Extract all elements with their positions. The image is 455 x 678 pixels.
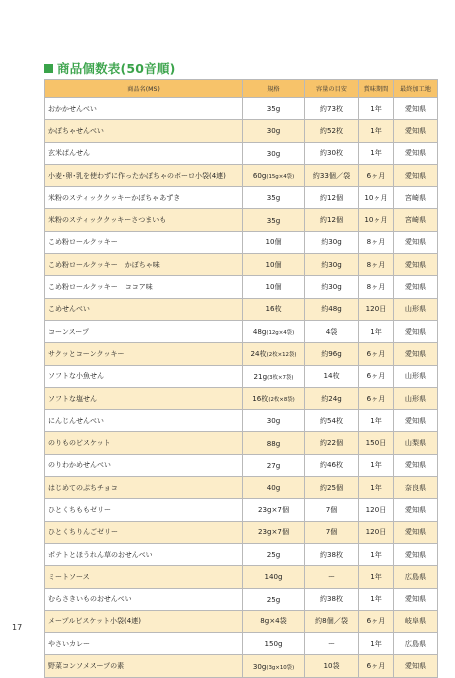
origin-cell: 愛知県 [394,410,438,432]
shelf-life-cell: 8ヶ月 [359,254,394,276]
shelf-life-cell: 1年 [359,477,394,499]
table-row [45,276,438,298]
table-row [45,254,438,276]
spec-value: 27g [266,460,281,470]
capacity-cell: 約46枚 [305,454,359,476]
shelf-life-cell: 1年 [359,410,394,432]
product-name-cell: コーンスープ [45,320,243,342]
product-name-cell: こめせんべい [45,298,243,320]
table-row [45,477,438,499]
product-count-table [44,79,438,678]
shelf-life-cell: 1年 [359,142,394,164]
product-name-cell: にんじんせんべい [45,410,243,432]
product-name-cell: こめ粉ロールクッキー ココア味 [45,276,243,298]
spec-cell [243,320,305,342]
spec-cell [243,454,305,476]
product-name-cell: こめ粉ロールクッキー かぼちゃ味 [45,254,243,276]
spec-cell [243,209,305,231]
table-row [45,499,438,521]
origin-cell: 愛知県 [394,655,438,677]
table-row [45,120,438,142]
table-row [45,343,438,365]
spec-cell [243,477,305,499]
table-row [45,454,438,476]
spec-value: 10個 [265,282,282,292]
shelf-life-cell: 6ヶ月 [359,365,394,387]
capacity-cell: 約22個 [305,432,359,454]
spec-value: 30g [252,661,267,671]
spec-cell [243,98,305,120]
spec-value: 25g [266,594,281,604]
shelf-life-cell: 10ヶ月 [359,187,394,209]
origin-cell: 愛知県 [394,588,438,610]
spec-note: (3g×10袋) [266,664,295,671]
capacity-cell: 約12個 [305,187,359,209]
capacity-cell: 約25個 [305,477,359,499]
capacity-cell: 約48g [305,298,359,320]
header-shelf-life: 賞味期間 [359,80,394,98]
product-name-cell: のりわかめせんべい [45,454,243,476]
shelf-life-cell: 120日 [359,521,394,543]
table-row [45,655,438,677]
title-text: 商品個数表(50音順) [57,61,176,76]
spec-value: 24枚 [250,348,267,358]
spec-value: 35g [266,215,281,225]
table-row [45,365,438,387]
origin-cell: 愛知県 [394,320,438,342]
spec-cell [243,365,305,387]
origin-cell: 山形県 [394,365,438,387]
origin-cell: 愛知県 [394,120,438,142]
shelf-life-cell: 1年 [359,543,394,565]
shelf-life-cell: 6ヶ月 [359,655,394,677]
origin-cell: 愛知県 [394,521,438,543]
spec-value: 10個 [265,237,282,247]
spec-cell [243,164,305,186]
spec-cell [243,499,305,521]
spec-cell [243,142,305,164]
table-row [45,209,438,231]
title-square-icon [44,64,53,73]
product-name-cell: むらさきいものおせんべい [45,588,243,610]
spec-value: 35g [266,193,281,203]
spec-note: (2枚×12袋) [266,351,297,358]
product-name-cell: サクッとコーンクッキー [45,343,243,365]
origin-cell: 広島県 [394,633,438,655]
origin-cell: 愛知県 [394,543,438,565]
spec-note: (12g×4袋) [266,330,295,337]
spec-cell [243,298,305,320]
table-row [45,187,438,209]
table-row [45,298,438,320]
shelf-life-cell: 1年 [359,566,394,588]
spec-cell [243,610,305,632]
spec-cell [243,187,305,209]
capacity-cell: 4袋 [305,320,359,342]
capacity-cell: 約33個／袋 [305,164,359,186]
header-capacity: 容量の目安 [305,80,359,98]
spec-cell [243,276,305,298]
spec-value: 48g [252,327,267,337]
shelf-life-cell: 6ヶ月 [359,164,394,186]
shelf-life-cell: 8ヶ月 [359,276,394,298]
shelf-life-cell: 10ヶ月 [359,209,394,231]
shelf-life-cell: 6ヶ月 [359,610,394,632]
origin-cell: 奈良県 [394,477,438,499]
page-number: 17 [12,623,23,632]
capacity-cell: ー [305,566,359,588]
shelf-life-cell: 1年 [359,454,394,476]
origin-cell: 愛知県 [394,142,438,164]
table-row [45,164,438,186]
shelf-life-cell: 1年 [359,320,394,342]
shelf-life-cell: 1年 [359,633,394,655]
spec-cell [243,588,305,610]
table-row [45,610,438,632]
spec-cell [243,655,305,677]
spec-value: 16枚 [265,304,282,314]
product-name-cell: ソフトな小魚せん [45,365,243,387]
spec-value: 23g×7個 [257,504,290,514]
spec-cell [243,521,305,543]
shelf-life-cell: 150日 [359,432,394,454]
table-header-row [45,80,438,98]
origin-cell: 愛知県 [394,454,438,476]
table-row [45,521,438,543]
origin-cell: 広島県 [394,566,438,588]
spec-note: (2枚×8袋) [268,396,295,403]
capacity-cell: 7個 [305,499,359,521]
origin-cell: 山形県 [394,298,438,320]
spec-cell [243,543,305,565]
spec-value: 30g [266,148,281,158]
table-row [45,588,438,610]
capacity-cell: ー [305,633,359,655]
product-name-cell: かぼちゃせんべい [45,120,243,142]
origin-cell: 山梨県 [394,432,438,454]
spec-cell [243,343,305,365]
shelf-life-cell: 1年 [359,98,394,120]
product-name-cell: 米粉のスティッククッキーかぼちゃあずき [45,187,243,209]
product-name-cell: のりものビスケット [45,432,243,454]
table-row [45,387,438,409]
spec-value: 88g [266,438,281,448]
spec-value: 60g [252,171,267,181]
shelf-life-cell: 1年 [359,120,394,142]
capacity-cell: 約24g [305,387,359,409]
product-name-cell: ひとくちりんごゼリー [45,521,243,543]
product-name-cell: こめ粉ロールクッキー [45,231,243,253]
origin-cell: 山形県 [394,387,438,409]
spec-value: 35g [266,104,281,114]
spec-cell [243,566,305,588]
origin-cell: 愛知県 [394,499,438,521]
spec-value: 21g [253,371,268,381]
spec-value: 8g×4袋 [260,616,287,626]
product-name-cell: メープルビスケット小袋(4連) [45,610,243,632]
spec-note: (3枚×7袋) [267,374,294,381]
product-name-cell: 野菜コンソメスープの素 [45,655,243,677]
capacity-cell: 約38枚 [305,588,359,610]
product-name-cell: ひとくちももゼリー [45,499,243,521]
origin-cell: 愛知県 [394,276,438,298]
capacity-cell: 約30g [305,231,359,253]
shelf-life-cell: 120日 [359,298,394,320]
header-origin: 最終加工地 [394,80,438,98]
origin-cell: 宮崎県 [394,187,438,209]
spec-value: 16枚 [252,393,269,403]
capacity-cell: 10袋 [305,655,359,677]
table-row [45,432,438,454]
shelf-life-cell: 120日 [359,499,394,521]
spec-value: 10個 [265,259,282,269]
product-name-cell: 小麦･卵･乳を使わずに作ったかぼちゃのボーロ小袋(4連) [45,164,243,186]
capacity-cell: 約52枚 [305,120,359,142]
product-name-cell: ミートソース [45,566,243,588]
table-row [45,231,438,253]
spec-value: 25g [266,550,281,560]
origin-cell: 宮崎県 [394,209,438,231]
table-row [45,320,438,342]
spec-cell [243,231,305,253]
shelf-life-cell: 1年 [359,588,394,610]
origin-cell: 愛知県 [394,254,438,276]
origin-cell: 愛知県 [394,343,438,365]
section-title [44,60,176,76]
spec-value: 40g [266,483,281,493]
header-product-name: 商品名(MS) [45,80,243,98]
origin-cell: 愛知県 [394,98,438,120]
spec-cell [243,387,305,409]
capacity-cell: 約8個／袋 [305,610,359,632]
shelf-life-cell: 6ヶ月 [359,387,394,409]
spec-cell [243,410,305,432]
spec-value: 30g [266,126,281,136]
origin-cell: 岐阜県 [394,610,438,632]
capacity-cell: 約73枚 [305,98,359,120]
capacity-cell: 約30g [305,254,359,276]
product-name-cell: やさいカレー [45,633,243,655]
spec-value: 23g×7個 [257,527,290,537]
capacity-cell: 約54枚 [305,410,359,432]
product-name-cell: おかかせんべい [45,98,243,120]
origin-cell: 愛知県 [394,164,438,186]
table-row [45,543,438,565]
spec-value: 140g [264,572,283,582]
product-name-cell: ポテトとほうれん草のおせんべい [45,543,243,565]
product-name-cell: ソフトな塩せん [45,387,243,409]
capacity-cell: 14枚 [305,365,359,387]
capacity-cell: 約30枚 [305,142,359,164]
spec-cell [243,254,305,276]
spec-cell [243,432,305,454]
table-row [45,98,438,120]
capacity-cell: 約96g [305,343,359,365]
capacity-cell: 7個 [305,521,359,543]
table-row [45,142,438,164]
spec-value: 150g [264,639,283,649]
shelf-life-cell: 6ヶ月 [359,343,394,365]
capacity-cell: 約38枚 [305,543,359,565]
product-name-cell: 米粉のスティッククッキーさつまいも [45,209,243,231]
table-row [45,410,438,432]
spec-cell [243,120,305,142]
spec-value: 30g [266,416,281,426]
product-name-cell: はじめてのぷちチョコ [45,477,243,499]
origin-cell: 愛知県 [394,231,438,253]
capacity-cell: 約12個 [305,209,359,231]
header-spec: 規格 [243,80,305,98]
capacity-cell: 約30g [305,276,359,298]
shelf-life-cell: 8ヶ月 [359,231,394,253]
spec-note: (15g×4袋) [266,174,295,181]
product-name-cell: 玄米ぱんせん [45,142,243,164]
table-row [45,566,438,588]
